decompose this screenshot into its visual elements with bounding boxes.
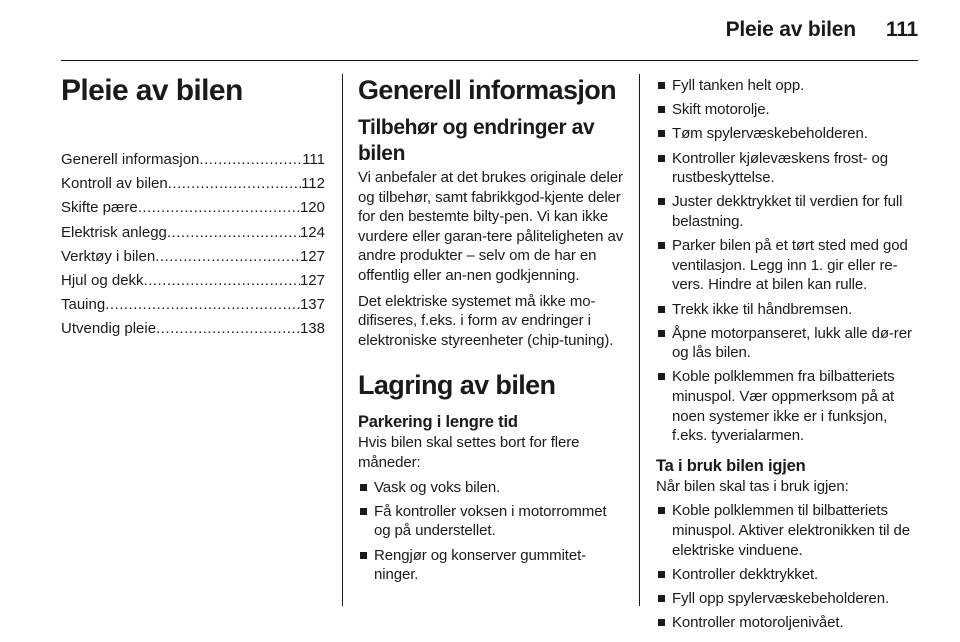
toc-entry[interactable] [61, 319, 325, 339]
section-heading-storage: Lagring av bilen [358, 370, 556, 401]
reuse-intro: Når bilen skal tas i bruk igjen: [656, 477, 849, 495]
long-parking-list [358, 478, 624, 585]
toc-entry-page: 111 [302, 151, 325, 168]
list-item: Kontroller kjølevæskens frost- og rustbeskyttelse. [656, 149, 922, 188]
list-item: Få kontroller voksen i motorrommet og på understellet. [358, 502, 624, 541]
list-item: Fyll opp spylervæskebeholderen. [656, 589, 922, 609]
section-heading-general: Generell informasjon [358, 75, 617, 105]
page-number: 111 [885, 18, 918, 41]
toc-entry-page: 138 [299, 320, 325, 338]
toc-entry[interactable] [61, 223, 325, 243]
column-2 [358, 74, 624, 589]
toc-entry-title: Verktøy i bilen [61, 247, 156, 265]
toc-entry-page: 112 [301, 175, 325, 193]
subsection-heading-long-parking: Parkering i lengre tid [358, 413, 518, 432]
toc-entry[interactable] [61, 150, 325, 170]
toc-leader [105, 295, 300, 315]
toc-leader [167, 223, 300, 243]
list-item: Vask og voks bilen. [358, 478, 624, 498]
running-head-title: Pleie av bilen [725, 18, 856, 41]
toc-entry-title: Generell informasjon [61, 151, 200, 168]
toc-leader [155, 247, 300, 267]
toc-entry-title: Elektrisk anlegg [61, 223, 167, 241]
toc-leader [199, 150, 302, 170]
running-head [726, 18, 918, 42]
toc-entry-page: 127 [299, 247, 325, 265]
accessories-paragraph-1: Vi anbefaler at det brukes originale deler og tilbehør, samt fabrikkgod-kjente deler for den bestemte bilty-pen. Vi kan ikke vurdere eller garan-tere påliteligheten av andre produkter – selv om de har en offentlig eller an-nen godkjenning. [358, 169, 624, 284]
toc-entry[interactable] [61, 198, 325, 218]
long-parking-list-continued [656, 76, 922, 446]
subsection-heading-accessories: Tilbehør og endringer av bilen [358, 116, 595, 165]
subsection-heading-reuse: Ta i bruk bilen igjen [656, 456, 806, 475]
toc-entry[interactable] [61, 174, 325, 194]
column-3 [656, 76, 922, 637]
toc-entry-title: Tauing [61, 296, 106, 314]
table-of-contents [61, 150, 325, 344]
list-item: Koble polklemmen fra bilbatteriets minuspol. Vær oppmerksom på at noen systemer ikke er i funksjon, f.eks. tyverialarmen. [656, 367, 922, 445]
list-item: Juster dekktrykket til verdien for full belastning. [656, 192, 922, 231]
toc-entry[interactable] [61, 271, 325, 291]
list-item: Skift motorolje. [656, 100, 922, 120]
toc-leader [168, 174, 301, 194]
list-item: Åpne motorpanseret, lukk alle dø-rer og lås bilen. [656, 324, 922, 363]
toc-leader [138, 198, 300, 218]
toc-entry-page: 127 [299, 271, 325, 289]
column-divider-2 [639, 74, 640, 606]
toc-entry-title: Utvendig pleie [61, 320, 157, 338]
header-rule [61, 60, 918, 61]
toc-leader [156, 319, 300, 339]
list-item: Trekk ikke til håndbremsen. [656, 300, 922, 320]
list-item: Koble polklemmen til bilbatteriets minuspol. Aktiver elektronikken til de elektriske vinduene. [656, 501, 922, 560]
accessories-paragraph-2: Det elektriske systemet må ikke mo-difiseres, f.eks. i form av endringer i elektroniske styreenheter (chip-tuning). [358, 292, 614, 349]
toc-entry-title: Skifte pære [61, 199, 138, 217]
toc-entry[interactable] [61, 247, 325, 267]
list-item: Kontroller dekktrykket. [656, 565, 922, 585]
list-item: Tøm spylervæskebeholderen. [656, 124, 922, 144]
toc-entry-title: Hjul og dekk [61, 271, 144, 289]
list-item: Fyll tanken helt opp. [656, 76, 922, 96]
toc-leader [144, 271, 300, 291]
toc-entry-page: 137 [299, 296, 325, 314]
list-item: Kontroller motoroljenivået. [656, 613, 922, 633]
toc-entry-page: 124 [299, 223, 325, 241]
toc-entry-title: Kontroll av bilen [61, 175, 168, 193]
list-item: Rengjør og konserver gummitet-ninger. [358, 546, 624, 585]
toc-entry[interactable] [61, 295, 325, 315]
list-item: Parker bilen på et tørt sted med god ventilasjon. Legg inn 1. gir eller re-vers. Hindre at bilen kan rulle. [656, 236, 922, 295]
chapter-title: Pleie av bilen [61, 74, 243, 107]
column-divider-1 [342, 74, 343, 606]
reuse-list [656, 501, 922, 632]
long-parking-intro: Hvis bilen skal settes bort for flere måneder: [358, 434, 580, 471]
toc-entry-page: 120 [299, 199, 325, 217]
